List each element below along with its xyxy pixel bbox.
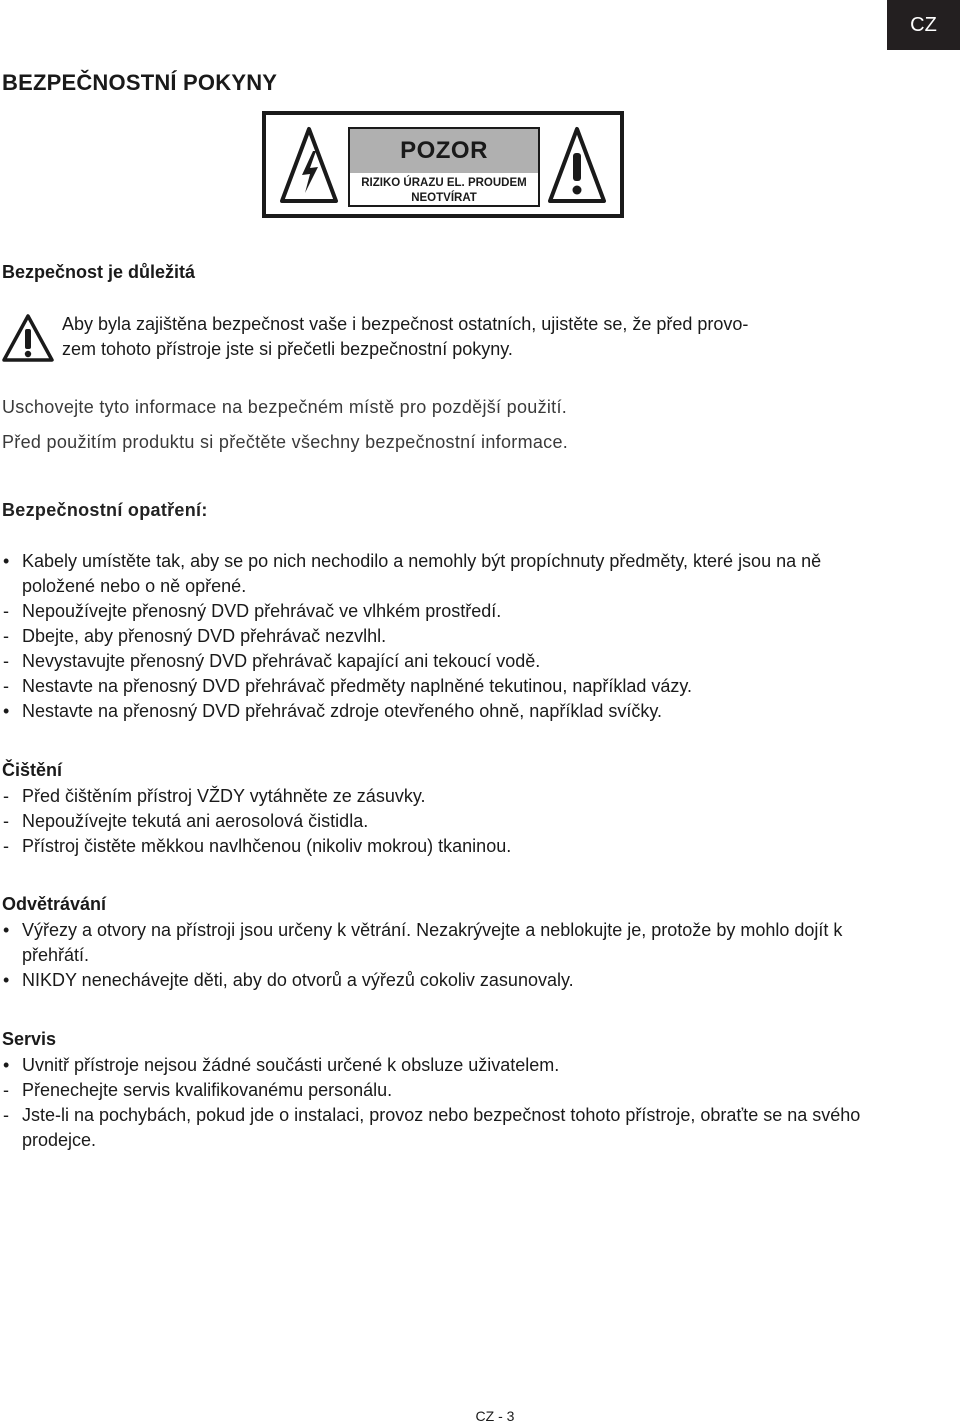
safety-important-heading: Bezpečnost je důležitá: [2, 262, 196, 282]
caution-subtext: [350, 173, 538, 206]
lightning-warning-icon: [278, 125, 340, 205]
ventilation-heading: Odvětrávání: [2, 894, 107, 914]
dash-marker: -: [3, 836, 9, 856]
list-item: [0, 784, 872, 809]
cleaning-list: [0, 784, 872, 859]
dash-marker: -: [3, 811, 9, 831]
list-item-text: Přístroj čistěte měkkou navlhčenou (nikoliv mokrou) tkaninou.: [22, 836, 512, 856]
page-number: CZ - 3: [475, 1408, 515, 1424]
list-item: [0, 1103, 872, 1153]
bullet-marker: •: [3, 920, 10, 940]
dash-marker: -: [3, 626, 9, 646]
caution-text-panel: [348, 127, 540, 207]
list-item-text: Nevystavujte přenosný DVD přehrávač kapající ani tekoucí vodě.: [22, 651, 541, 671]
list-item-text: NIKDY nenechávejte děti, aby do otvorů a výřezů cokoliv zasunovaly.: [22, 970, 574, 990]
list-item-text: Před čištěním přístroj VŽDY vytáhněte ze zásuvky.: [22, 786, 426, 806]
dash-marker: -: [3, 786, 9, 806]
safety-intro-line-2: zem tohoto přístroje jste si přečetli bezpečnostní pokyny.: [62, 339, 513, 359]
list-item-text: Jste-li na pochybách, pokud jde o instalaci, provoz nebo bezpečnost tohoto přístroje, obraťte se na svého prodejce.: [22, 1105, 861, 1150]
dash-marker: -: [3, 601, 9, 621]
read-before-note: Před použitím produktu si přečtěte všechny bezpečnostní informace.: [2, 432, 569, 452]
caution-line-2: NEOTVÍRAT: [411, 192, 477, 204]
warning-triangle-icon: [1, 313, 55, 363]
language-tab: CZ: [887, 0, 960, 50]
dash-marker: -: [3, 1105, 9, 1125]
bullet-marker: •: [3, 551, 10, 571]
bullet-marker: •: [3, 1055, 10, 1075]
list-item-text: Nepoužívejte přenosný DVD přehrávač ve vlhkém prostředí.: [22, 601, 502, 621]
caution-heading: POZOR: [350, 129, 538, 173]
bullet-marker: •: [3, 701, 10, 721]
list-item-text: Kabely umístěte tak, aby se po nich nechodilo a nemohly být propíchnuty předměty, které jsou na ně položené nebo o ně opřené.: [22, 551, 822, 596]
list-item-text: Uvnitř přístroje nejsou žádné součásti určené k obsluze uživatelem.: [22, 1055, 560, 1075]
list-item: [0, 599, 872, 624]
exclamation-warning-icon: [546, 125, 608, 205]
caution-label: [262, 111, 624, 218]
list-item-text: Nepoužívejte tekutá ani aerosolová čistidla.: [22, 811, 369, 831]
cleaning-heading: Čištění: [2, 760, 63, 780]
list-item-text: Nestavte na přenosný DVD přehrávač zdroje otevřeného ohně, například svíčky.: [22, 701, 663, 721]
list-item-text: Přenechejte servis kvalifikovanému personálu.: [22, 1080, 393, 1100]
caution-line-1: RIZIKO ÚRAZU EL. PROUDEM: [361, 177, 527, 189]
list-item-text: Dbejte, aby přenosný DVD přehrávač nezvlhl.: [22, 626, 387, 646]
ventilation-list: [0, 918, 872, 993]
list-item-text: Nestavte na přenosný DVD přehrávač předměty naplněné tekutinou, například vázy.: [22, 676, 693, 696]
keep-info-note: Uschovejte tyto informace na bezpečném místě pro pozdější použití.: [2, 397, 568, 417]
list-item: [0, 834, 872, 859]
dash-marker: -: [3, 651, 9, 671]
list-item-text: Výřezy a otvory na přístroji jsou určeny k větrání. Nezakrývejte a neblokujte je, protože by mohlo dojít k přehřátí.: [22, 920, 843, 965]
list-item: [0, 1078, 872, 1103]
list-item: [0, 649, 872, 674]
safety-intro: [62, 312, 882, 362]
list-item: [0, 809, 872, 834]
dash-marker: -: [3, 676, 9, 696]
page-title: BEZPEČNOSTNÍ POKYNY: [2, 70, 278, 95]
list-item: [0, 549, 872, 599]
safety-intro-line-1: Aby byla zajištěna bezpečnost vaše i bezpečnost ostatních, ujistěte se, že před provo-: [62, 314, 749, 334]
service-heading: Servis: [2, 1029, 57, 1049]
precautions-heading: Bezpečnostní opatření:: [2, 500, 208, 520]
dash-marker: -: [3, 1080, 9, 1100]
bullet-marker: •: [3, 970, 10, 990]
list-item: [0, 1053, 872, 1078]
service-list: [0, 1053, 872, 1153]
list-item: [0, 699, 872, 724]
precautions-list: [0, 549, 872, 724]
list-item: [0, 674, 872, 699]
list-item: [0, 624, 872, 649]
list-item: [0, 918, 872, 968]
list-item: [0, 968, 872, 993]
